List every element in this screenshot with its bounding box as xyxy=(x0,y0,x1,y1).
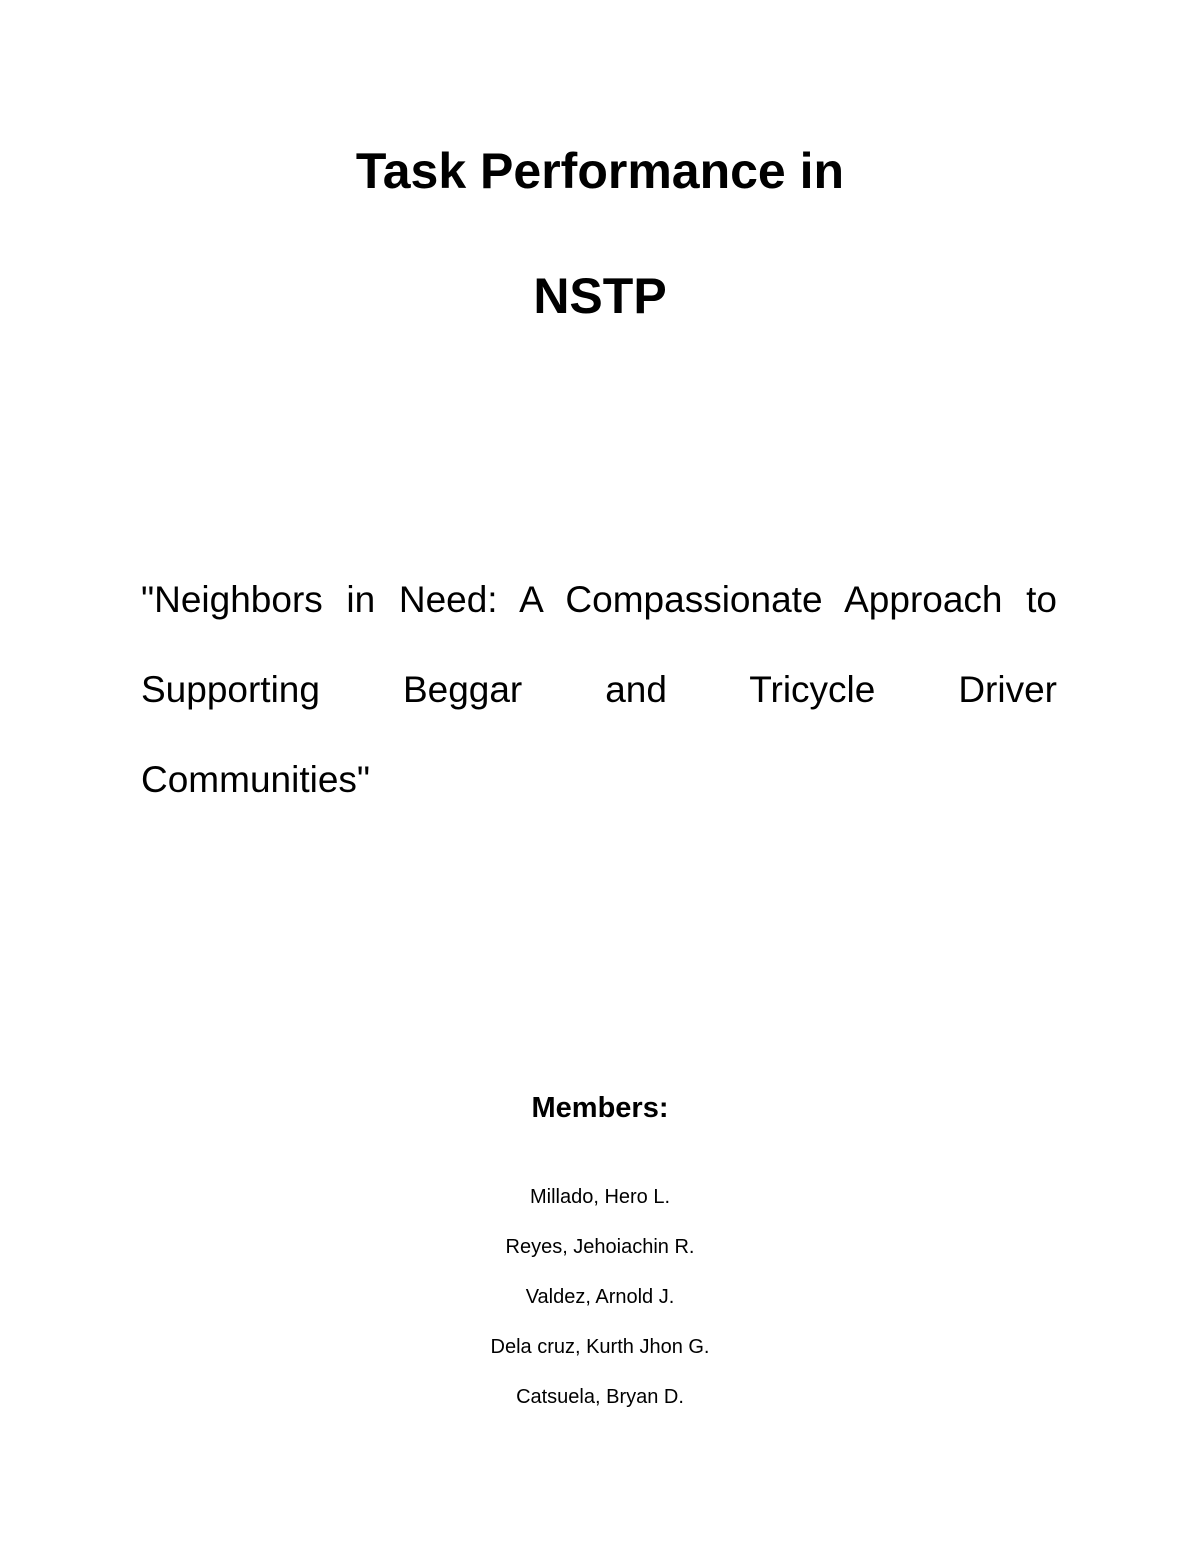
title-line-2: NSTP xyxy=(533,268,667,324)
member-name: Millado, Hero L. xyxy=(529,1186,671,1208)
member-name: Catsuela, Bryan D. xyxy=(516,1386,684,1408)
members-list xyxy=(0,1172,1200,1422)
members-heading: Members: xyxy=(531,1092,669,1124)
member-name: Reyes, Jehoiachin R. xyxy=(505,1236,695,1258)
project-subtitle xyxy=(141,555,1057,825)
subtitle-line-2: Supporting Beggar and Tricycle Driver xyxy=(141,669,1057,710)
member-name: Dela cruz, Kurth Jhon G. xyxy=(490,1336,710,1358)
title-line-1: Task Performance in xyxy=(355,143,845,199)
subtitle-line-3: Communities" xyxy=(141,759,371,800)
member-name: Valdez, Arnold J. xyxy=(525,1286,675,1308)
subtitle-line-1: "Neighbors in Need: A Compassionate Approach to xyxy=(141,579,1057,620)
